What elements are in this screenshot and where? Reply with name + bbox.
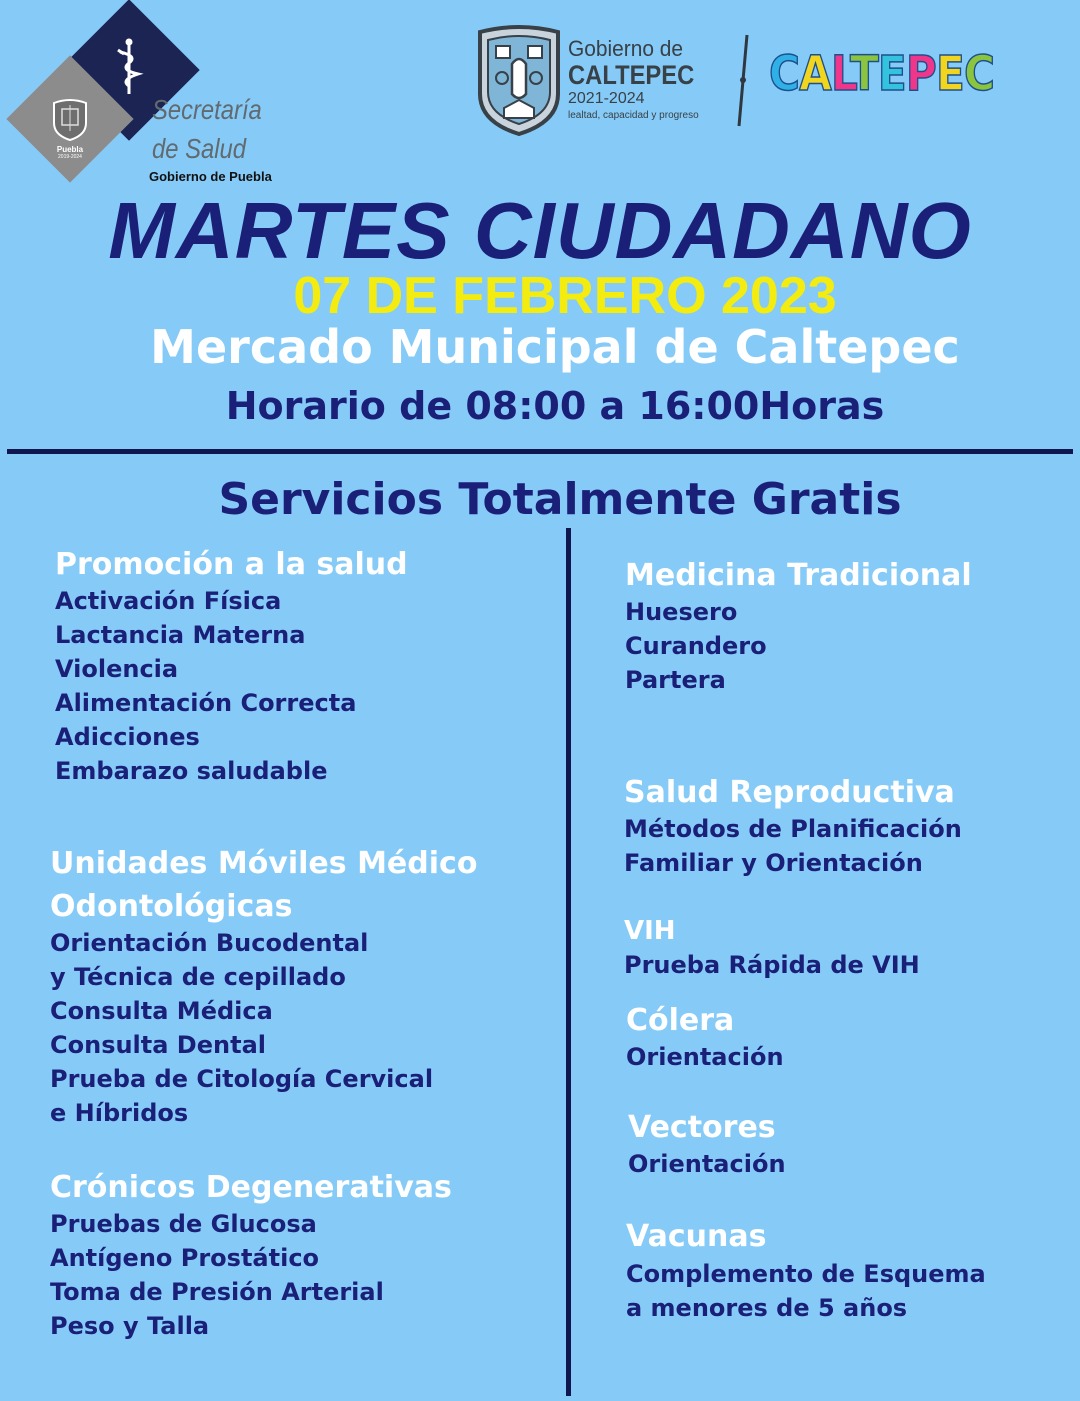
services-title: Servicios Totalmente Gratis: [218, 474, 902, 525]
de-salud-text: de Salud: [152, 133, 246, 164]
caltepec-brand-word: [769, 46, 994, 102]
event-date: 07 DE FEBRERO 2023: [293, 267, 837, 325]
list-item: a menores de 5 años: [626, 1294, 908, 1322]
section-vih-list: [624, 948, 920, 982]
puebla-years: 2019-2024: [58, 154, 82, 160]
section-reproductiva-title: Salud Reproductiva: [624, 775, 955, 810]
section-reproductiva-list: [624, 812, 962, 880]
horizontal-divider: [7, 449, 1073, 454]
list-item: Familiar y Orientación: [624, 849, 923, 877]
section-unidades-list: [50, 926, 433, 1130]
brand-letter: C: [963, 46, 995, 102]
secretaria-text: Secretaría: [152, 94, 262, 125]
list-item: Prueba Rápida de VIH: [624, 951, 920, 979]
section-unidades-title-line2: Odontológicas: [50, 889, 293, 924]
event-place: Mercado Municipal de Caltepec: [150, 320, 960, 374]
section-vacunas-title: Vacunas: [626, 1219, 767, 1254]
list-item: y Técnica de cepillado: [50, 963, 346, 991]
list-item: Prueba de Citología Cervical: [50, 1065, 434, 1093]
caltepec-government-logo: [470, 20, 760, 140]
list-item: Consulta Médica: [50, 997, 273, 1025]
list-item: Curandero: [625, 632, 767, 660]
list-item: e Híbridos: [50, 1099, 189, 1127]
list-item: Alimentación Correcta: [55, 689, 357, 717]
list-item: Violencia: [55, 655, 179, 683]
list-item: Orientación: [628, 1150, 786, 1178]
brand-letter: A: [799, 46, 831, 102]
section-promocion-title: Promoción a la salud: [55, 547, 408, 582]
list-item: Antígeno Prostático: [50, 1244, 320, 1272]
list-item: Toma de Presión Arterial: [50, 1278, 384, 1306]
brand-letter: L: [830, 46, 850, 102]
event-hours: Horario de 08:00 a 16:00Horas: [225, 384, 885, 428]
caltepec-gov-name: CALTEPEC: [568, 60, 695, 90]
puebla-shield-icon: [50, 97, 90, 141]
list-item: Complemento de Esquema: [626, 1260, 986, 1288]
section-cronicos-list: [50, 1207, 384, 1343]
caltepec-gov-years: 2021-2024: [568, 90, 645, 107]
list-item: Lactancia Materna: [55, 621, 306, 649]
section-vih-title: VIH: [624, 916, 676, 946]
caduceus-icon: [112, 36, 146, 96]
section-medicina-list: [625, 595, 767, 697]
list-item: Adicciones: [55, 723, 200, 751]
section-cronicos-title: Crónicos Degenerativas: [50, 1170, 452, 1205]
list-item: Peso y Talla: [50, 1312, 210, 1340]
section-promocion-list: [55, 584, 356, 788]
logo-separator: [736, 33, 750, 128]
list-item: Orientación Bucodental: [50, 929, 369, 957]
vertical-divider: [566, 528, 571, 1396]
list-item: Orientación: [626, 1043, 784, 1071]
section-medicina-title: Medicina Tradicional: [625, 558, 972, 593]
list-item: Embarazo saludable: [55, 757, 328, 785]
list-item: Métodos de Planificación: [624, 815, 962, 843]
section-colera-title: Cólera: [626, 1003, 735, 1038]
list-item: Huesero: [625, 598, 738, 626]
gobierno-puebla-text: Gobierno de Puebla: [149, 169, 272, 184]
list-item: Activación Física: [55, 587, 282, 615]
section-unidades-title-line1: Unidades Móviles Médico: [50, 846, 478, 881]
gobierno-de-text: Gobierno de: [568, 36, 684, 61]
brand-letter: C: [769, 46, 800, 102]
puebla-label: Puebla: [56, 145, 84, 154]
caltepec-crest-icon: [474, 24, 564, 136]
section-vectores-list: [628, 1147, 786, 1181]
section-vacunas-list: [626, 1257, 986, 1325]
section-colera-list: [626, 1040, 784, 1074]
list-item: Partera: [625, 666, 726, 694]
brand-letter: T: [849, 46, 878, 102]
page-title: MARTES CIUDADANO: [108, 186, 972, 275]
section-vectores-title: Vectores: [628, 1110, 776, 1145]
list-item: Pruebas de Glucosa: [50, 1210, 317, 1238]
brand-letter: E: [877, 46, 906, 102]
caltepec-gov-slogan: lealtad, capacidad y progreso: [568, 110, 699, 121]
secretaria-salud-logo: [0, 0, 300, 190]
list-item: Consulta Dental: [50, 1031, 266, 1059]
brand-letter: P: [905, 46, 936, 102]
brand-letter: E: [935, 46, 964, 102]
